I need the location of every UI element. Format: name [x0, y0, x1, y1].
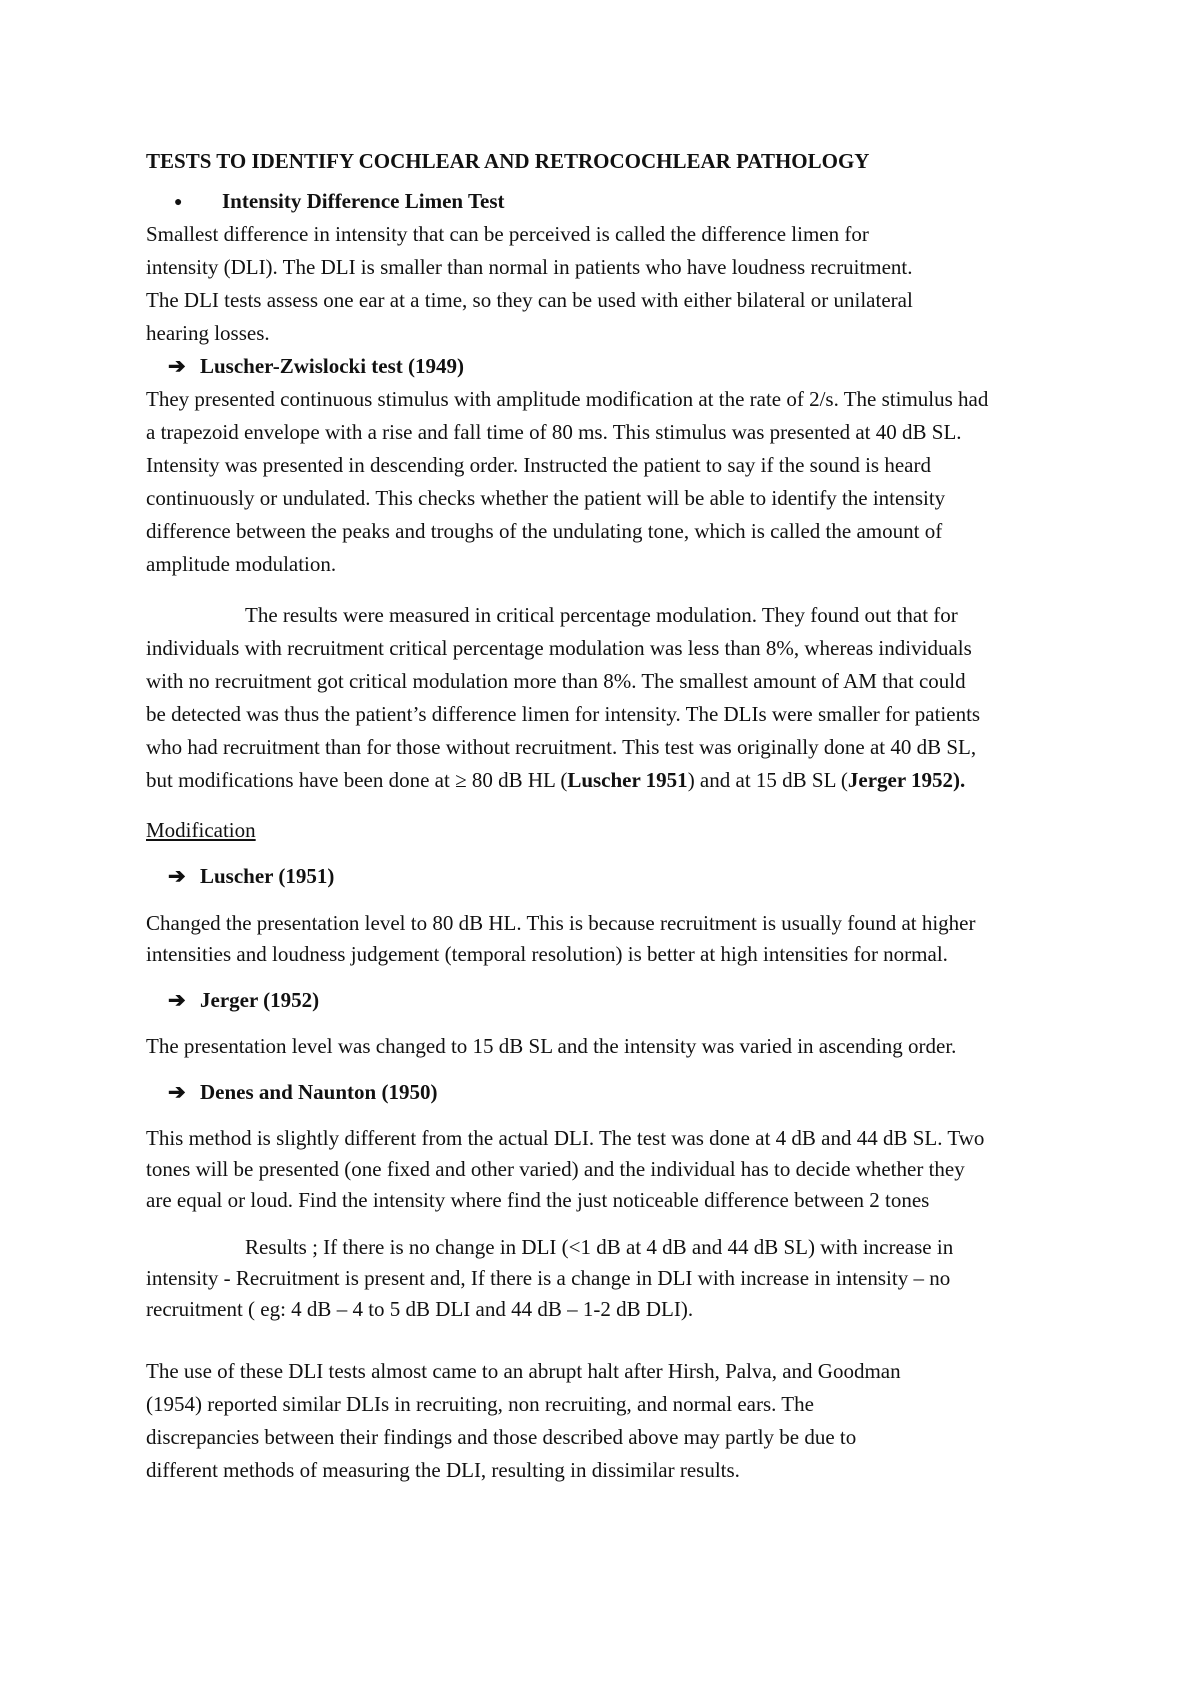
heading-text: Jerger (1952) — [200, 988, 320, 1012]
arrow-right-icon: ➔ — [168, 864, 186, 888]
paragraph-line: continuously or undulated. This checks whether the patient will be able to identify the intensity — [146, 486, 946, 510]
paragraph-line: a trapezoid envelope with a rise and fall time of 80 ms. This stimulus was presented at 40 dB SL. — [146, 420, 962, 444]
paragraph-line: who had recruitment than for those without recruitment. This test was originally done at 40 dB SL, — [146, 735, 977, 759]
paragraph-line: hearing losses. — [146, 321, 270, 345]
text-run: but modifications have been done at ≥ 80 dB HL ( — [146, 768, 568, 792]
paragraph-line: with no recruitment got critical modulation more than 8%. The smallest amount of AM that could — [146, 669, 966, 693]
paragraph-line: difference between the peaks and troughs of the undulating tone, which is called the amount of — [146, 519, 943, 543]
subheading-luscher-zwislocki — [168, 356, 464, 377]
paragraph-line: This method is slightly different from the actual DLI. The test was done at 4 dB and 44 dB SL. Two — [146, 1126, 985, 1150]
page-title: TESTS TO IDENTIFY COCHLEAR AND RETROCOCHLEAR PATHOLOGY — [146, 149, 870, 173]
paragraph-line: Smallest difference in intensity that can be perceived is called the difference limen for — [146, 222, 869, 246]
paragraph-line: Intensity was presented in descending order. Instructed the patient to say if the sound is heard — [146, 453, 931, 477]
paragraph-line: Results ; If there is no change in DLI (<1 dB at 4 dB and 44 dB SL) with increase in — [245, 1235, 954, 1259]
paragraph-line: The use of these DLI tests almost came to an abrupt halt after Hirsh, Palva, and Goodman — [146, 1359, 901, 1383]
citation-jerger: Jerger 1952). — [847, 768, 966, 792]
heading-text: Luscher (1951) — [200, 864, 335, 888]
paragraph-line: The DLI tests assess one ear at a time, so they can be used with either bilateral or unilateral — [146, 288, 913, 312]
arrow-right-icon: ➔ — [168, 1080, 186, 1104]
paragraph-line: They presented continuous stimulus with amplitude modification at the rate of 2/s. The stimulus had — [146, 387, 989, 411]
heading-text: Denes and Naunton (1950) — [200, 1080, 438, 1104]
paragraph-line: The presentation level was changed to 15 dB SL and the intensity was varied in ascending order. — [146, 1034, 957, 1058]
modification-label: Modification — [146, 818, 256, 842]
paragraph-line: recruitment ( eg: 4 dB – 4 to 5 dB DLI and 44 dB – 1-2 dB DLI). — [146, 1297, 694, 1321]
heading-text: Luscher-Zwislocki test (1949) — [200, 354, 465, 378]
paragraph-line: amplitude modulation. — [146, 552, 337, 576]
paragraph-line: intensities and loudness judgement (temporal resolution) is better at high intensities for normal. — [146, 942, 948, 966]
subheading-luscher — [168, 866, 334, 887]
paragraph-line: intensity - Recruitment is present and, If there is a change in DLI with increase in intensity – no — [146, 1266, 951, 1290]
paragraph-line: Changed the presentation level to 80 dB HL. This is because recruitment is usually found at higher — [146, 911, 976, 935]
paragraph-line: individuals with recruitment critical percentage modulation was less than 8%, whereas individuals — [146, 636, 972, 660]
paragraph-line: (1954) reported similar DLIs in recruiting, non recruiting, and normal ears. The — [146, 1392, 814, 1416]
paragraph-line: are equal or loud. Find the intensity where find the just noticeable difference between 2 tones — [146, 1188, 930, 1212]
paragraph-line-citations — [146, 770, 965, 791]
bullet-icon: ● — [174, 195, 183, 211]
paragraph-line: be detected was thus the patient’s difference limen for intensity. The DLIs were smaller for patients — [146, 702, 981, 726]
arrow-right-icon: ➔ — [168, 354, 186, 378]
paragraph-line: tones will be presented (one fixed and other varied) and the individual has to decide whether they — [146, 1157, 965, 1181]
heading-text: Intensity Difference Limen Test — [222, 189, 505, 213]
citation-luscher: Luscher 1951 — [567, 768, 688, 792]
section-heading-idl — [168, 191, 505, 212]
subheading-denes-naunton — [168, 1082, 437, 1103]
subheading-jerger — [168, 990, 319, 1011]
text-run: ) and at 15 dB SL ( — [687, 768, 848, 792]
arrow-right-icon: ➔ — [168, 988, 186, 1012]
paragraph-line: The results were measured in critical percentage modulation. They found out that for — [245, 603, 958, 627]
paragraph-line: different methods of measuring the DLI, resulting in dissimilar results. — [146, 1458, 740, 1482]
paragraph-line: intensity (DLI). The DLI is smaller than normal in patients who have loudness recruitment. — [146, 255, 913, 279]
paragraph-line: discrepancies between their findings and those described above may partly be due to — [146, 1425, 857, 1449]
